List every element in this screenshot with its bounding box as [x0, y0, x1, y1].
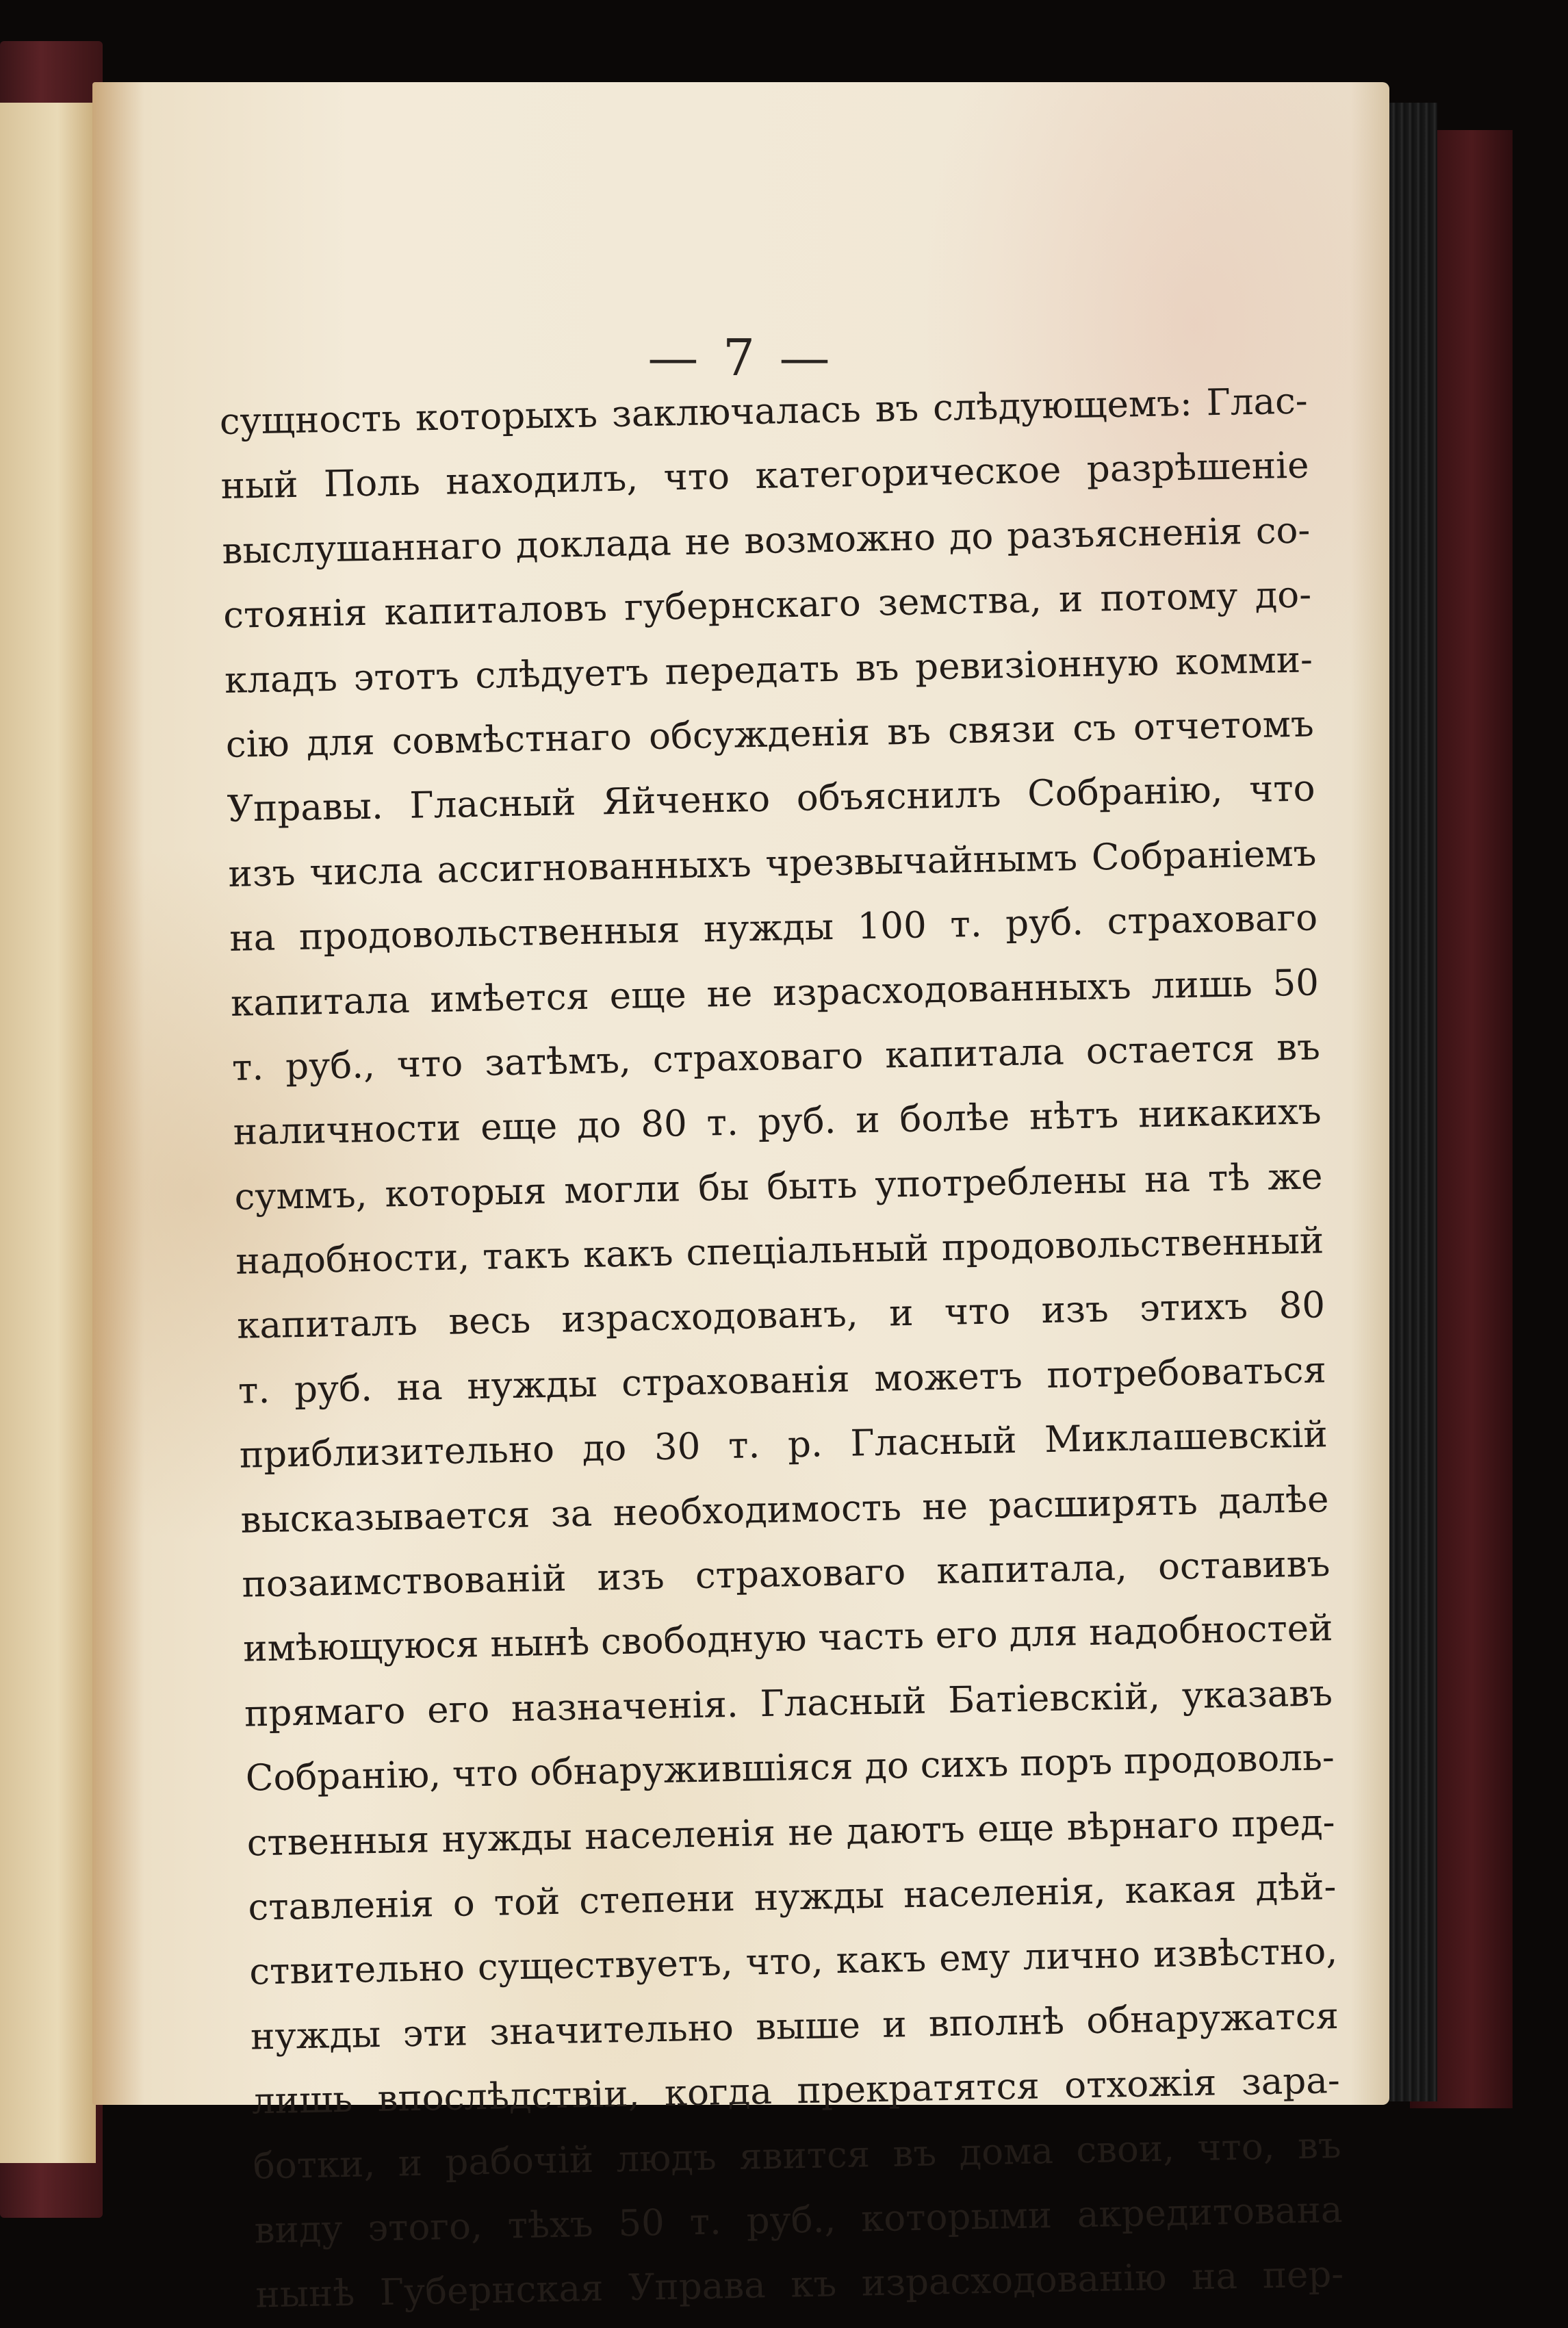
text-line: капитала имѣется еще не израсходованныхъ лишь 50 [230, 961, 1320, 1025]
text-line: ный Поль находилъ, что категорическое разрѣшеніе [220, 444, 1309, 508]
text-line: позаимствованій изъ страховаго капитала, оставивъ [241, 1543, 1331, 1606]
text-line: имѣющуюся нынѣ свободную часть его для надобностей [242, 1607, 1333, 1671]
text-line: ственныя нужды населенія не даютъ еще вѣрнаго пред- [246, 1801, 1336, 1865]
text-line: приблизительно до 30 т. р. Гласный Миклашевскій [239, 1414, 1328, 1476]
book-page [92, 82, 1389, 2316]
text-line: нынѣ Губернская Управа къ израсходованію на пер- [255, 2253, 1344, 2316]
text-line: Собранію, что обнаружившіяся до сихъ поръ продоволь- [245, 1737, 1335, 1800]
page-number: — 7 — [647, 329, 834, 387]
text-line: изъ числа ассигнованныхъ чрезвычайнымъ Собраніемъ [227, 832, 1317, 895]
text-line: ствительно существуетъ, что, какъ ему лично извѣстно, [248, 1930, 1338, 1993]
text-line: виду этого, тѣхъ 50 т. руб., которыми акредитована [254, 2188, 1343, 2252]
text-line: сію для совмѣстнаго обсужденія въ связи съ отчетомъ [225, 703, 1315, 766]
facing-page-edge [0, 103, 96, 2163]
text-line: на продовольственныя нужды 100 т. руб. страховаго [229, 897, 1318, 960]
text-line: высказывается за необходимость не расширять далѣе [240, 1478, 1329, 1542]
text-line: стоянія капиталовъ губернскаго земства, и потому до- [222, 574, 1312, 637]
text-line: ставленія о той степени нужды населенія, какая дѣй- [247, 1866, 1337, 1929]
text-line: суммъ, которыя могли бы быть употреблены на тѣ же [234, 1155, 1323, 1218]
text-line: капиталъ весь израсходованъ, и что изъ этихъ 80 [236, 1284, 1326, 1348]
text-line: Управы. Гласный Яйченко объяснилъ Собранію, что [227, 767, 1316, 831]
text-line: надобности, такъ какъ спеціальный продовольственный [235, 1220, 1324, 1283]
text-line: ботки, и рабочій людъ явится въ дома свои, что, въ [253, 2124, 1342, 2188]
text-line: т. руб. на нужды страхованія можетъ потребоваться [237, 1349, 1327, 1412]
body-text [219, 369, 1344, 2328]
text-line: лишь впослѣдствіи, когда прекратятся отхожія зара- [251, 2060, 1341, 2123]
text-line: т. руб., что затѣмъ, страховаго капитала остается въ [231, 1026, 1321, 1089]
text-line: нужды эти значительно выше и вполнѣ обнаружатся [250, 1995, 1339, 2058]
text-line: прямаго его назначенія. Гласный Батіевскій, указавъ [244, 1672, 1333, 1735]
text-line: выслушаннаго доклада не возможно до разъясненія со- [221, 509, 1311, 572]
text-line: наличности еще до 80 т. руб. и болѣе нѣтъ никакихъ [233, 1090, 1322, 1154]
text-line: кладъ этотъ слѣдуетъ передать въ ревизіонную комми- [224, 638, 1313, 702]
text-line: сущность которыхъ заключалась въ слѣдующемъ: Глас- [219, 380, 1309, 443]
